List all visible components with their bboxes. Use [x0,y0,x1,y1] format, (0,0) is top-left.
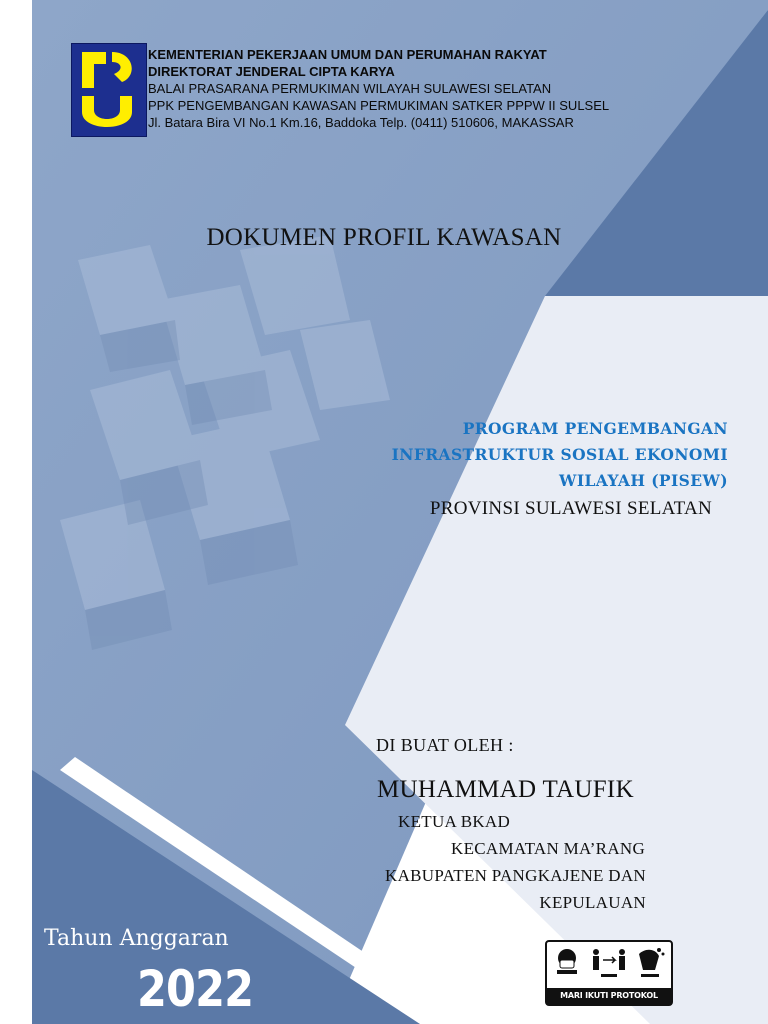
covid-protocol-badge [545,940,673,1016]
author-role [316,808,646,916]
author-name: MUHAMMAD TAUFIK [377,776,634,803]
budget-year: 2022 [137,960,254,1018]
role-line-2: KECAMATAN MA’RANG [451,839,646,858]
budget-year-label: Tahun Anggaran [44,926,229,951]
covid-protocol-text: MARI IKUTI PROTOKOL COVID19 [547,988,671,1004]
program-line-1: PROGRAM PENGEMBANGAN [462,419,728,438]
unit-name: PPK PENGEMBANGAN KAWASAN PERMUKIMAN SATKER PPPW II SULSEL [148,98,610,113]
pu-logo-icon [71,43,147,137]
role-line-4: KEPULAUAN [539,893,646,912]
covid-icons [551,944,667,984]
program-title [308,416,728,494]
program-line-2: INFRASTRUKTUR SOSIAL EKONOMI [391,445,728,464]
role-line-3: KABUPATEN PANGKAJENE DAN [385,866,646,885]
role-line-1: KETUA BKAD [398,812,511,831]
made-by-label: DI BUAT OLEH : [376,735,514,755]
office-name: BALAI PRASARANA PERMUKIMAN WILAYAH SULAWESI SELATAN [148,81,552,96]
document-title: DOKUMEN PROFIL KAWASAN [206,224,562,251]
handwash-icon [639,948,665,977]
directorate-name: DIREKTORAT JENDERAL CIPTA KARYA [148,64,395,79]
ministry-name: KEMENTERIAN PEKERJAAN UMUM DAN PERUMAHAN RAKYAT [148,47,547,62]
program-line-3: WILAYAH (PISEW) [559,471,728,490]
distance-icon [593,949,625,977]
office-address: Jl. Batara Bira VI No.1 Km.16, Baddoka Telp. (0411) 510606, MAKASSAR [148,115,574,130]
province-name: PROVINSI SULAWESI SELATAN [429,498,712,519]
organization-info [148,46,728,131]
mask-icon [557,949,577,974]
